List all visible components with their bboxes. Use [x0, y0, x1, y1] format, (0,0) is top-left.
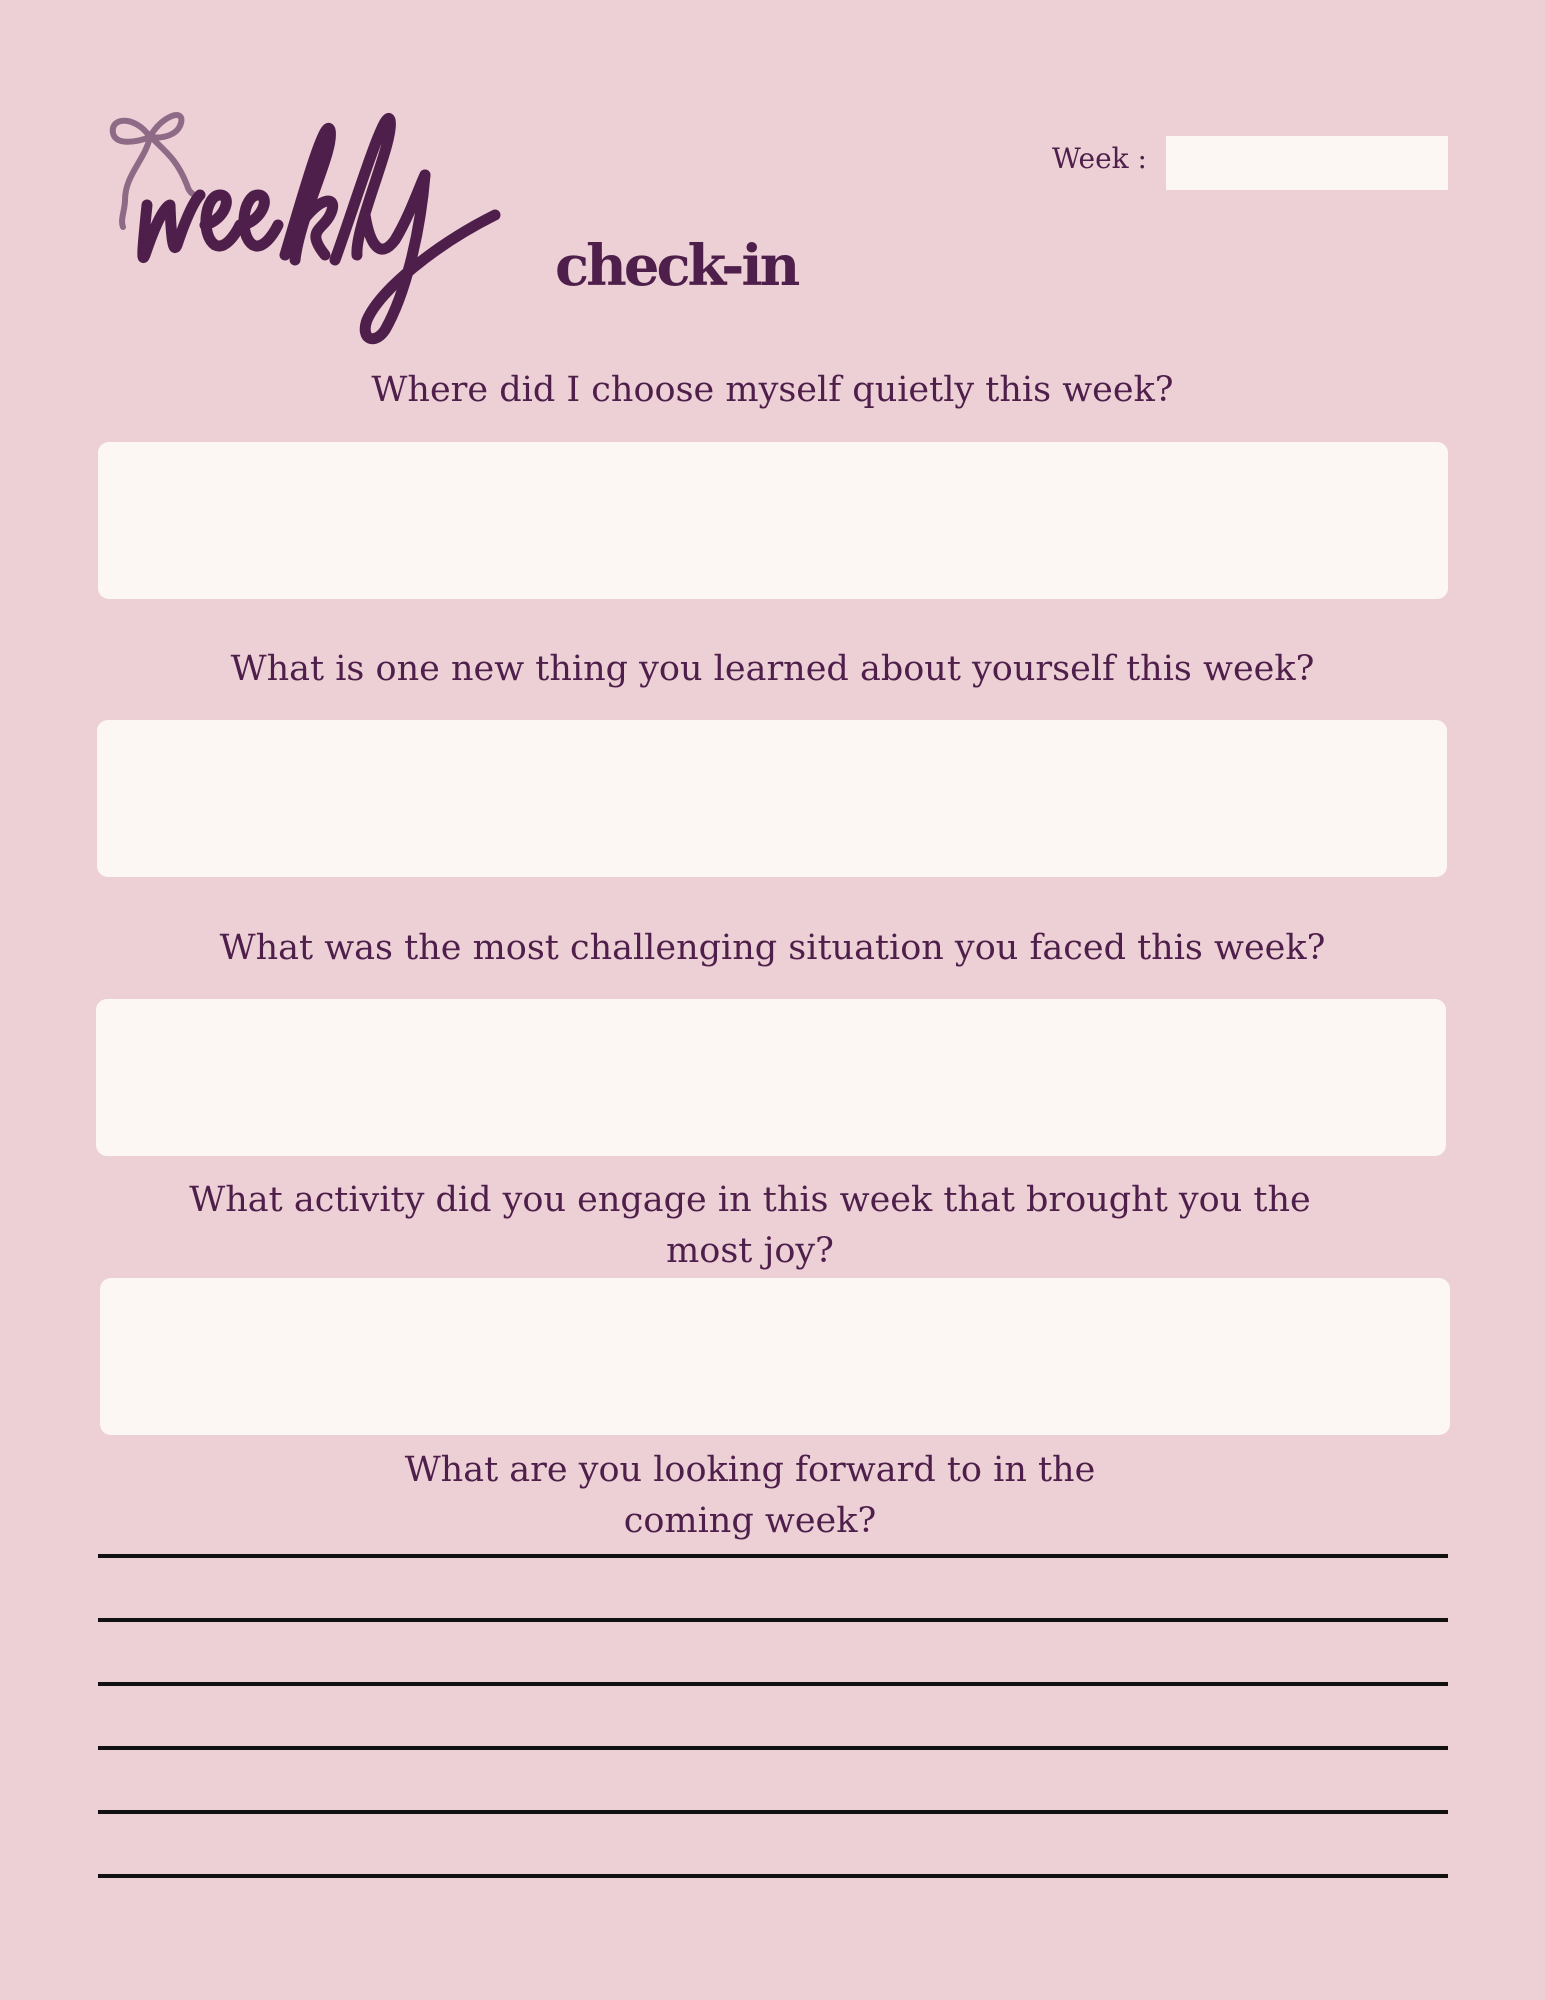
writing-line[interactable] [98, 1682, 1448, 1686]
title-script [135, 95, 515, 355]
writing-line[interactable] [98, 1810, 1448, 1814]
week-label: Week : [1052, 142, 1147, 175]
question-4-text: What activity did you engage in this week that brought you the most joy? [189, 1180, 1311, 1271]
answer-3-field[interactable] [96, 999, 1446, 1156]
writing-line[interactable] [98, 1874, 1448, 1878]
page-subtitle: check-in [555, 233, 798, 299]
question-1-text: Where did I choose myself quietly this week? [371, 370, 1174, 410]
writing-line[interactable] [98, 1746, 1448, 1750]
writing-line[interactable] [98, 1554, 1448, 1558]
question-5-text: What are you looking forward to in the coming week? [404, 1450, 1096, 1541]
question-3-text: What was the most challenging situation you faced this week? [219, 928, 1326, 968]
answer-2-field[interactable] [97, 720, 1447, 877]
writing-line[interactable] [98, 1618, 1448, 1622]
answer-1-field[interactable] [98, 442, 1448, 599]
question-2-text: What is one new thing you learned about yourself this week? [230, 649, 1315, 689]
week-field[interactable] [1166, 136, 1448, 190]
answer-4-field[interactable] [100, 1278, 1450, 1435]
